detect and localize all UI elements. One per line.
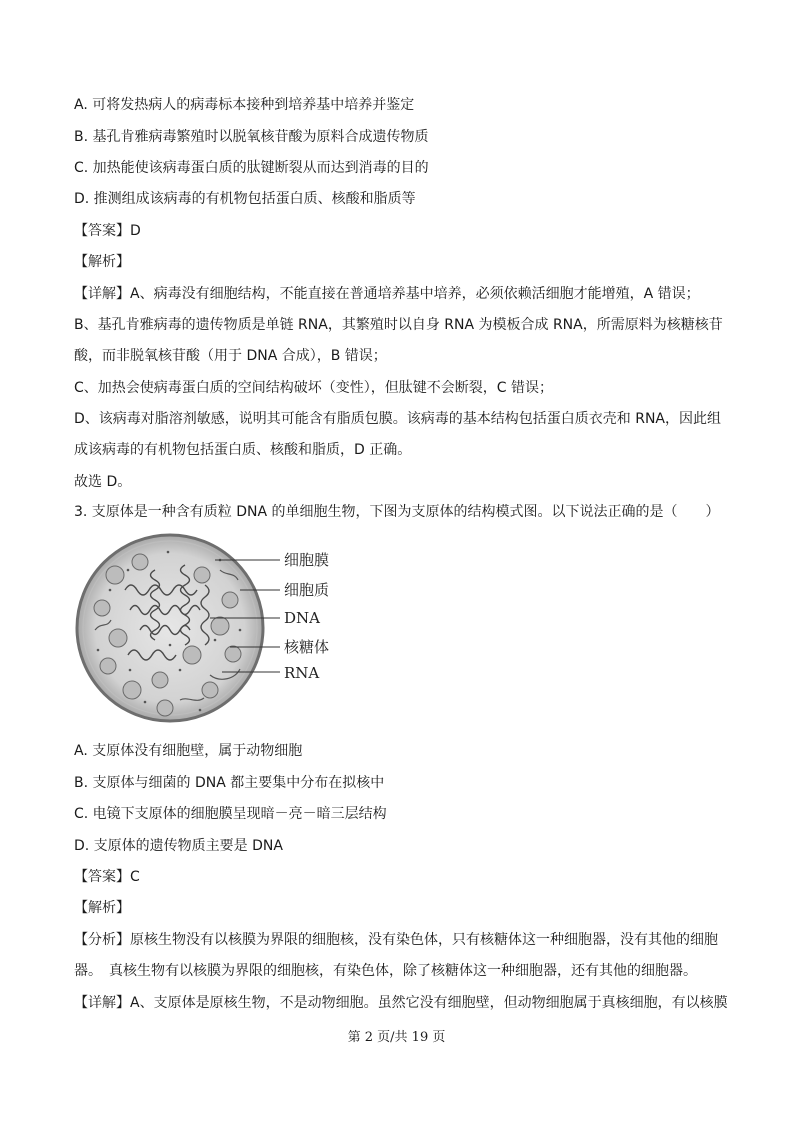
explanation-line: B、基孔肯雅病毒的遗传物质是单链 RNA，其繁殖时以自身 RNA 为模板合成 RNA，所需原料为核糖核苷 — [74, 317, 723, 333]
cell-membrane-shape — [77, 535, 263, 721]
option-c: C. 加热能使该病毒蛋白质的肽键断裂从而达到消毒的目的 — [74, 160, 429, 176]
explanation-line: 酸，而非脱氧核苷酸（用于 DNA 合成），B 错误； — [74, 348, 387, 364]
label-ribosome: 核糖体 — [284, 638, 330, 656]
analysis-label: 【解析】 — [74, 900, 130, 916]
label-rna: RNA — [284, 664, 320, 682]
explanation-line: 【详解】A、病毒没有细胞结构，不能直接在普通培养基中培养，必须依赖活细胞才能增殖，A 错误； — [74, 286, 700, 302]
label-cytoplasm: 细胞质 — [284, 581, 330, 599]
label-dna: DNA — [284, 609, 320, 627]
answer-label: 【答案】D — [74, 223, 141, 239]
option-b: B. 基孔肯雅病毒繁殖时以脱氧核苷酸为原料合成遗传物质 — [74, 129, 429, 145]
explanation-line: C、加热会使病毒蛋白质的空间结构破坏（变性），但肽键不会断裂，C 错误； — [74, 380, 553, 396]
option-d: D. 推测组成该病毒的有机物包括蛋白质、核酸和脂质等 — [74, 191, 416, 207]
mycoplasma-diagram — [70, 530, 370, 726]
conclusion-line: 故选 D。 — [74, 474, 132, 490]
label-cell-membrane: 细胞膜 — [284, 551, 330, 569]
analysis-label: 【解析】 — [74, 254, 130, 270]
option-c: C. 电镜下支原体的细胞膜呈现暗－亮－暗三层结构 — [74, 806, 387, 822]
explanation-line: 【详解】A、支原体是原核生物，不是动物细胞。虽然它没有细胞壁，但动物细胞属于真核细胞，有以核膜 — [74, 995, 728, 1011]
page-footer: 第 2 页/共 19 页 — [347, 1030, 446, 1045]
option-a: A. 支原体没有细胞壁，属于动物细胞 — [74, 743, 303, 759]
explanation-line: 器。 真核生物有以核膜为界限的细胞核，有染色体，除了核糖体这一种细胞器，还有其他的细胞器。 — [74, 963, 697, 979]
explanation-line: 成该病毒的有机物包括蛋白质、核酸和脂质，D 正确。 — [74, 442, 412, 458]
explanation-line: D、该病毒对脂溶剂敏感，说明其可能含有脂质包膜。该病毒的基本结构包括蛋白质衣壳和 RNA，因此组 — [74, 411, 722, 427]
option-a: A. 可将发热病人的病毒标本接种到培养基中培养并鉴定 — [74, 97, 415, 113]
option-d: D. 支原体的遗传物质主要是 DNA — [74, 838, 283, 854]
explanation-line: 【分析】原核生物没有以核膜为界限的细胞核，没有染色体，只有核糖体这一种细胞器，没有其他的细胞 — [74, 932, 718, 948]
option-b: B. 支原体与细菌的 DNA 都主要集中分布在拟核中 — [74, 775, 385, 791]
answer-label: 【答案】C — [74, 869, 140, 885]
question-stem: 3. 支原体是一种含有质粒 DNA 的单细胞生物，下图为支原体的结构模式图。以下说法正确的是（ ） — [74, 504, 720, 520]
